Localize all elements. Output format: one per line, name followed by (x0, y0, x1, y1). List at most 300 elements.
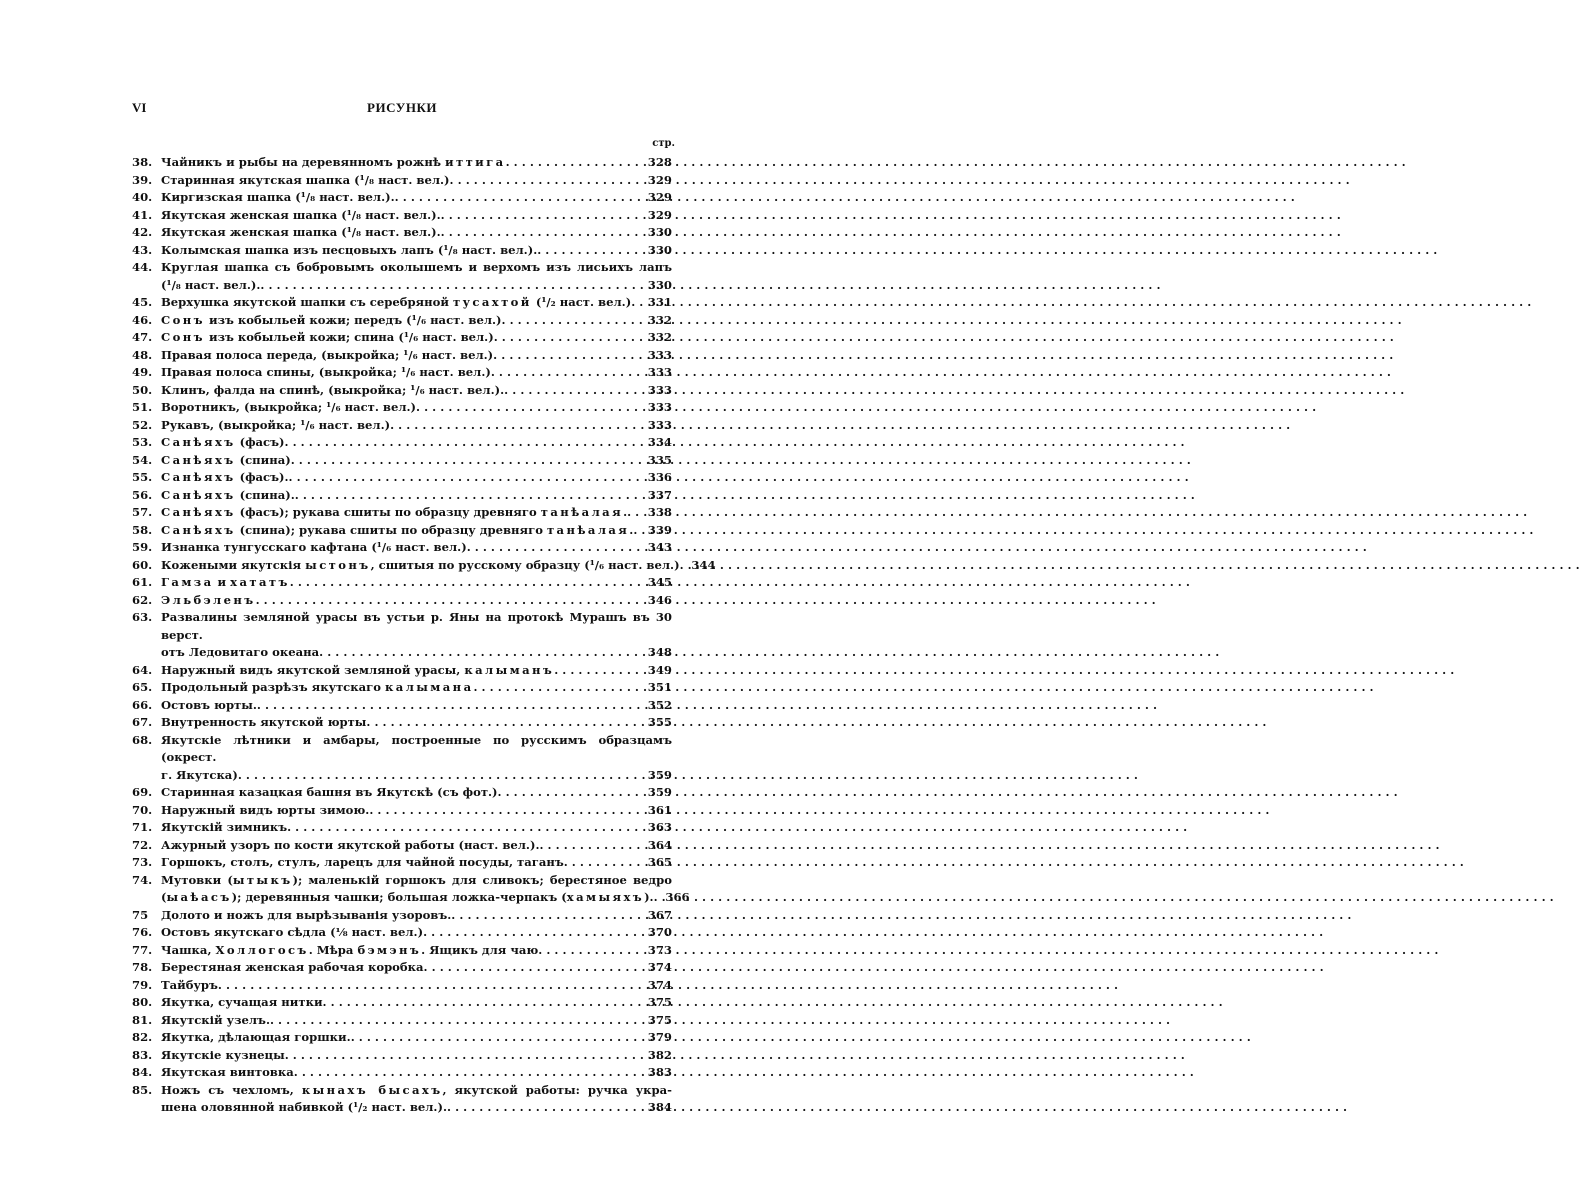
entry-line (161, 522, 672, 540)
dot-leader (564, 854, 644, 872)
list-item (132, 732, 672, 785)
entry-line (161, 1047, 672, 1065)
list-item (132, 172, 672, 190)
dot-leader (295, 487, 644, 505)
figure-number: 54. (132, 452, 153, 467)
entry-title-first-line (161, 872, 672, 890)
list-item (132, 697, 672, 715)
entry-text-part: Остовъ юрты. (161, 697, 257, 712)
entry-text-part: танѣалая (540, 505, 624, 519)
entry-title (161, 942, 538, 960)
entry-text-part: и (213, 575, 231, 589)
page-number: 344 (691, 557, 716, 572)
entry-line (161, 697, 672, 715)
entry-text-part: Якутскій зимникъ (161, 820, 288, 834)
figure-number: 53. (132, 435, 153, 449)
page-number: 330 (647, 225, 672, 239)
page-number: 349 (647, 662, 672, 677)
entry-text-part: хататъ (230, 575, 290, 589)
dot-leader (680, 557, 688, 575)
entry-text-part: , сшитыя по русскому образцу (¹/₆ наст. вел.) (370, 557, 680, 572)
entry-title (161, 242, 537, 260)
dot-leader (424, 959, 644, 977)
entry-text-part: Ажурный узоръ по кости якутской работы (наст. вел.). (161, 837, 540, 852)
figure-number: 51. (132, 400, 153, 414)
page-column-heading: стр. (652, 138, 675, 149)
dot-leader (291, 452, 644, 470)
page-number: 339 (647, 522, 672, 537)
entry-line (161, 994, 672, 1012)
entry-text-part: Рукавъ, (выкройка; ¹/₆ наст. вел.) (161, 417, 391, 432)
page-number: 361 (647, 802, 672, 817)
entry-text-part: (¹/₂ наст. вел.) (531, 295, 632, 309)
dot-leader (323, 994, 644, 1012)
page-number: 379 (647, 1030, 672, 1044)
figure-number: 52. (132, 417, 153, 432)
entry-title (161, 924, 423, 942)
dot-leader (504, 382, 644, 400)
dot-leader (260, 277, 644, 295)
page-number: 355 (647, 715, 672, 729)
entry-line (161, 487, 672, 505)
figure-number: 82. (132, 1030, 153, 1044)
page-number: 375 (647, 995, 672, 1009)
page-number: 345 (647, 575, 672, 589)
entry-text-part: Сонъ (161, 312, 205, 327)
entry-text-part: Продольный разрѣзъ якутскаго (161, 680, 386, 694)
page-number: 370 (647, 925, 672, 939)
list-item (132, 819, 672, 837)
dot-leader (285, 434, 645, 452)
entry-title (161, 1012, 270, 1030)
entry-text-part: . Ящикъ для чаю (421, 942, 539, 957)
dot-leader (256, 592, 644, 610)
page-number: 367 (647, 907, 672, 922)
list-item (132, 539, 672, 557)
entry-title (161, 574, 290, 592)
entry-title (161, 364, 491, 382)
entry-title (161, 644, 319, 662)
entry-line (161, 644, 672, 662)
page-number: 335 (647, 452, 672, 467)
entry-title (161, 522, 633, 540)
dot-leader (289, 469, 644, 487)
dot-leader (498, 784, 644, 802)
list-item (132, 294, 672, 312)
entry-line (161, 242, 672, 260)
entry-text-part: ( (161, 890, 167, 904)
page-number: 333 (647, 417, 672, 432)
entry-title (161, 382, 504, 400)
entry-line (161, 592, 672, 610)
list-item (132, 977, 672, 995)
list-item (132, 1029, 672, 1047)
list-item (132, 469, 672, 487)
entry-title (161, 469, 289, 487)
figure-number: 85. (132, 1082, 153, 1097)
entry-text-part: Изнанка тунгусскаго кафтана (¹/₆ наст. вел.) (161, 540, 467, 554)
page-number: 383 (647, 1065, 672, 1079)
entry-line (161, 802, 672, 820)
page-number: 374 (647, 977, 672, 992)
entry-title (161, 224, 441, 242)
dot-leader (451, 907, 644, 925)
list-item (132, 259, 672, 294)
entry-title (161, 452, 291, 470)
figure-number: 73. (132, 855, 153, 869)
entry-title (161, 399, 416, 417)
entry-text-part: Санѣяхъ (161, 470, 236, 484)
list-item (132, 854, 672, 872)
dot-leader (538, 942, 644, 960)
entry-text-part: Долото и ножъ для вырѣзыванія узоровъ. (161, 907, 452, 922)
figure-number: 61. (132, 575, 153, 589)
entry-title-first-line (161, 732, 672, 767)
list-item (132, 347, 672, 365)
entry-text-part: . (623, 505, 628, 519)
entry-line (161, 504, 672, 522)
page-number: 384 (647, 1100, 672, 1114)
page-number: 375 (647, 1012, 672, 1027)
figure-number: 40. (132, 190, 153, 204)
entry-text-part: Развалины земляной урасы въ устьи р. Яны на протокѣ Мурашъ въ 30 верст. (161, 610, 672, 642)
page-number: 365 (647, 855, 672, 869)
entry-title (161, 714, 366, 732)
entry-text-part: ); деревянныя чашки; большая ложка-черпакъ ( (231, 890, 567, 904)
entry-line (161, 452, 672, 470)
entry-text-part: Старинная казацкая башня въ Якутскѣ (съ фот.) (161, 785, 498, 799)
list-item (132, 942, 672, 960)
list-item (132, 714, 672, 732)
entry-text-part: ыаѣасъ (166, 890, 232, 904)
figure-number: 55. (132, 470, 153, 484)
dot-leader (554, 662, 644, 680)
entry-text-part: изъ кобыльей кожи; спина (¹/₆ наст. вел.) (204, 330, 494, 344)
dot-leader (287, 819, 644, 837)
entry-line (161, 382, 672, 400)
entry-text-part: шена оловянной набивкой (¹/₂ наст. вел.). (161, 1100, 447, 1114)
entry-line (161, 294, 672, 312)
entry-text-part: Эльбэленъ (161, 592, 256, 607)
list-item (132, 154, 672, 172)
page-number: 338 (647, 505, 672, 519)
list-item (132, 1082, 672, 1117)
entry-text-part: отъ Ледовитаго океана (161, 645, 320, 659)
dot-leader (447, 1099, 644, 1117)
entry-text-part: Якутская винтовка (161, 1065, 294, 1079)
dot-leader (257, 697, 644, 715)
page-number: 337 (647, 487, 672, 502)
entry-text-part: калыманъ (464, 662, 555, 677)
entry-text-part: Холлогосъ (215, 942, 309, 957)
figure-number: 76. (132, 925, 153, 939)
dot-leader (441, 207, 644, 225)
entry-line (161, 662, 672, 680)
entry-title (161, 504, 627, 522)
page-number: 352 (647, 697, 672, 712)
dot-leader (654, 889, 662, 907)
page-number: 336 (647, 470, 672, 484)
entry-line (161, 154, 672, 172)
entry-text-part: Якутскій узелъ. (161, 1012, 270, 1027)
entry-line (161, 207, 672, 225)
list-item (132, 959, 672, 977)
dot-leader (366, 714, 644, 732)
entry-text-part: иттига (445, 155, 506, 169)
entry-text-part: кынахъ бысахъ (301, 1082, 443, 1097)
entry-text-part: ). (644, 890, 654, 904)
entry-line (161, 574, 672, 592)
page-number: 332 (647, 312, 672, 327)
figure-number: 63. (132, 610, 153, 624)
list-item (132, 907, 672, 925)
entry-title (161, 312, 502, 330)
list-item (132, 329, 672, 347)
entry-title (161, 154, 506, 172)
dot-leader (633, 522, 644, 540)
entry-line (161, 347, 672, 365)
list-item (132, 592, 672, 610)
entry-line (161, 1012, 672, 1030)
entry-title (161, 557, 680, 575)
entry-line (161, 277, 672, 295)
entry-line (161, 1064, 672, 1082)
entry-text-part: (фасъ). (235, 470, 289, 484)
entry-text-part: ыстонъ (305, 557, 371, 572)
figure-number: 41. (132, 207, 153, 222)
entry-text-part: Якутская женская шапка (¹/₈ наст. вел.). (161, 207, 441, 222)
figure-number: 74. (132, 872, 153, 887)
entry-text-part: Чашка, (161, 942, 216, 957)
dot-leader (491, 364, 644, 382)
entry-line (161, 434, 672, 452)
entry-text-part: (фасъ); рукава сшиты по образцу древняго (235, 505, 541, 519)
entry-text-part: тусахтой (452, 295, 532, 309)
dot-leader (467, 539, 644, 557)
entry-text-part: (спина); рукава сшиты по образцу древняго (235, 522, 547, 537)
entry-text-part: Якутскіе лѣтники и амбары, построенные по русскимъ образцамъ (окрест. (161, 732, 672, 764)
entry-text-part: (фасъ) (235, 435, 285, 449)
entry-title (161, 592, 256, 610)
entry-line (161, 959, 672, 977)
entry-title (161, 1064, 294, 1082)
entry-text-part: Старинная якутская шапка (¹/₈ наст. вел.) (161, 172, 450, 187)
list-item (132, 487, 672, 505)
entry-line (161, 399, 672, 417)
figure-number: 62. (132, 592, 153, 607)
figure-number: 84. (132, 1065, 153, 1079)
entry-text-part: Ножъ съ чехломъ, (161, 1082, 302, 1097)
page-number: 329 (647, 207, 672, 222)
page-number: 330 (647, 242, 672, 257)
entry-text-part: (¹/₈ наст. вел.). (161, 277, 261, 292)
figure-number: 71. (132, 820, 153, 834)
entry-text-part: Остовъ якутскаго сѣдла (⅛ наст. вел.) (161, 925, 424, 939)
entry-title (161, 1099, 447, 1117)
entry-text-part: Клинъ, фалда на спинѣ, (выкройка; ¹/₆ наст. вел.). (161, 382, 505, 397)
list-item (132, 679, 672, 697)
entry-title (161, 907, 451, 925)
figure-number: 39. (132, 172, 153, 187)
illustrations-list (132, 154, 716, 1117)
figure-number: 69. (132, 785, 153, 799)
entry-title (161, 172, 450, 190)
figure-number: 75 (132, 907, 149, 922)
entry-text-part: , якутской работы: ручка укра- (442, 1082, 672, 1097)
figure-number: 56. (132, 487, 153, 502)
dot-leader (631, 294, 644, 312)
dot-leader (494, 329, 644, 347)
figure-number: 47. (132, 330, 153, 344)
entry-text-part: Сонъ (161, 330, 205, 344)
page-number: 333 (647, 365, 672, 379)
page-header (132, 100, 672, 122)
page-number: 333 (647, 382, 672, 397)
entry-line (161, 889, 690, 907)
entry-text-part: Санѣяхъ (161, 505, 236, 519)
page-number: 359 (647, 785, 672, 799)
entry-line (161, 557, 716, 575)
entry-title (161, 767, 238, 785)
figure-number: 42. (132, 225, 153, 239)
figure-number: 45. (132, 295, 153, 309)
entry-title (161, 487, 295, 505)
entry-text-part: Санѣяхъ (161, 487, 236, 502)
entry-title (161, 347, 493, 365)
list-item (132, 382, 672, 400)
page-number: 343 (647, 540, 672, 554)
entry-title (161, 697, 257, 715)
entry-text-part: . (629, 522, 634, 537)
entry-text-part: ытыкъ (232, 872, 293, 887)
figure-number: 79. (132, 977, 153, 992)
dot-leader (450, 172, 644, 190)
dot-leader (627, 504, 644, 522)
entry-text-part: Кожеными якутскія (161, 557, 306, 572)
dot-leader (218, 977, 644, 995)
entry-text-part: Воротникъ, (выкройка; ¹/₆ наст. вел.) (161, 400, 417, 414)
entry-text-part: Якутка, дѣлающая горшки. (161, 1030, 351, 1044)
figure-number: 80. (132, 995, 153, 1009)
entry-text-part: Киргизская шапка (¹/₈ наст. вел.). (161, 190, 395, 204)
figure-number: 72. (132, 837, 153, 852)
list-item (132, 802, 672, 820)
entry-text-part: Берестяная женская рабочая коробка (161, 960, 424, 974)
entry-title (161, 784, 498, 802)
entry-title (161, 854, 564, 872)
entry-line (161, 312, 672, 330)
entry-text-part: Наружный видъ юрты зимою. (161, 802, 370, 817)
dot-leader (502, 312, 644, 330)
entry-line (161, 977, 672, 995)
dot-leader (285, 1047, 644, 1065)
entry-line (161, 1099, 672, 1117)
figure-number: 59. (132, 540, 153, 554)
list-item (132, 609, 672, 662)
dot-leader (506, 154, 644, 172)
list-item (132, 1047, 672, 1065)
dot-leader (539, 837, 644, 855)
entry-title-first-line (161, 609, 672, 644)
entry-line (161, 854, 672, 872)
figure-number: 50. (132, 382, 153, 397)
dot-leader (351, 1029, 644, 1047)
figure-number: 70. (132, 802, 153, 817)
dot-leader (493, 347, 644, 365)
figure-number: 77. (132, 942, 153, 957)
list-item (132, 189, 672, 207)
entry-text-part: хамыяхъ (566, 890, 645, 904)
page-title: РИСУНКИ (367, 100, 437, 115)
page-number: 364 (647, 837, 672, 852)
page-number-roman: VI (132, 100, 147, 115)
figure-number: 44. (132, 260, 153, 274)
page-number: 346 (647, 592, 672, 607)
entry-text-part: Якутка, сучащая нитки (161, 995, 323, 1009)
list-item (132, 662, 672, 680)
list-item (132, 224, 672, 242)
list-item (132, 207, 672, 225)
entry-title (161, 1029, 351, 1047)
entry-title (161, 889, 654, 907)
entry-text-part: Чайникъ и рыбы на деревянномъ рожнѣ (161, 155, 446, 169)
entry-line (161, 819, 672, 837)
entry-line (161, 1029, 672, 1047)
entry-text-part: Гамза (161, 575, 214, 589)
entry-line (161, 942, 672, 960)
page-number: 373 (647, 942, 672, 957)
figure-number: 43. (132, 242, 153, 257)
list-item (132, 242, 672, 260)
dot-leader (238, 767, 644, 785)
entry-text-part: Якутскіе кузнецы (161, 1047, 285, 1062)
page-number: 328 (647, 155, 672, 169)
figure-number: 83. (132, 1047, 153, 1062)
list-item (132, 872, 690, 907)
list-item (132, 557, 716, 575)
page-number: 332 (647, 330, 672, 344)
entry-title (161, 977, 218, 995)
list-item (132, 399, 672, 417)
dot-leader (416, 399, 644, 417)
entry-text-part: Верхушка якутской шапки съ серебряной (161, 295, 453, 309)
entry-text-part: Тайбуръ (161, 977, 218, 992)
entry-title (161, 277, 260, 295)
entry-title (161, 802, 369, 820)
entry-line (161, 924, 672, 942)
list-item (132, 417, 672, 435)
page-number: 330 (647, 277, 672, 292)
page-number: 329 (647, 172, 672, 187)
figure-number: 68. (132, 732, 153, 747)
list-item (132, 452, 672, 470)
list-item (132, 504, 672, 522)
entry-text-part: (спина). (235, 487, 295, 502)
page-number: 363 (647, 820, 672, 834)
list-item (132, 574, 672, 592)
list-item (132, 924, 672, 942)
entry-title-first-line (161, 1082, 672, 1100)
entry-text-part: танѣалая (546, 522, 630, 537)
entry-text-part: бэмэнъ (357, 942, 422, 957)
entry-text-part: Внутренность якутской юрты (161, 715, 367, 729)
page-number: 366 (665, 890, 690, 904)
dot-leader (537, 242, 644, 260)
entry-title (161, 679, 473, 697)
figure-number: 66. (132, 697, 153, 712)
entry-text-part: Якутская женская шапка (¹/₈ наст. вел.). (161, 225, 441, 239)
entry-text-part: калымана (385, 680, 474, 694)
